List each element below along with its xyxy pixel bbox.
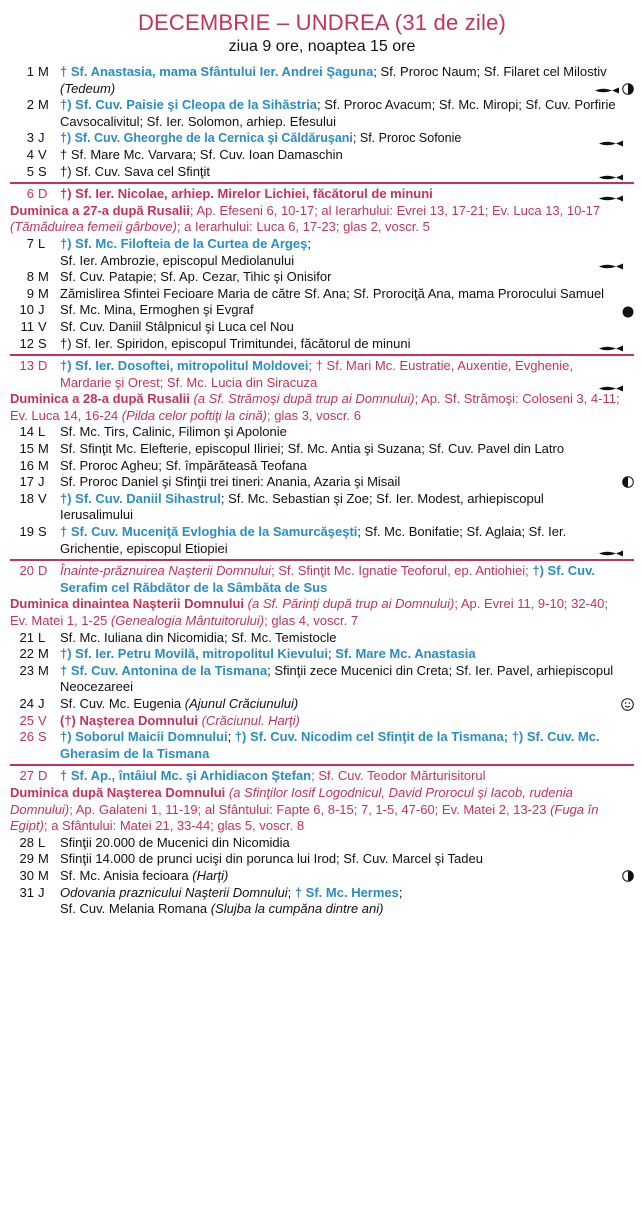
day-row-28: 28 L Sfinţii 20.000 de Mucenici din Nicomidia: [19, 834, 290, 850]
day-row-23: 23 M † Sf. Cuv. Antonina de la Tismana; Sfinţii zece Mucenici din Creta; Sf. Ier. Pavel, arhiepiscopul Neocezareei: [19, 662, 614, 695]
week-separator: [10, 764, 634, 766]
weekday-letter: M: [38, 64, 49, 79]
day-row-19: 19 S † Sf. Cuv. Muceniţă Evloghia de la Samurcăşeşti; Sf. Mc. Bonifatie; Sf. Aglaia; Sf. Ier. Grichentie, episcopul Etiopiei: [10, 524, 634, 557]
feast-major: † Sf. Anastasia, mama Sfântului Ier. Andrei Şaguna: [60, 64, 374, 79]
day-row-15: 15 M Sf. Sfinţit Mc. Elefterie, episcopul Iliriei; Sf. Mc. Antia şi Suzana; Sf. Cuv. Pavel din Latro: [19, 441, 565, 457]
day-row-1: [10, 64, 634, 97]
day-row-27: 27 D † Sf. Ap., întâiul Mc. şi Arhidiacon Ştefan; Sf. Cuv. Teodor Mărturisitorul: [19, 768, 486, 784]
day-row-30: 30 M Sf. Mc. Anisia fecioara (Harţi): [10, 868, 634, 885]
day-row-5: 5 S †) Sf. Cuv. Sava cel Sfinţit: [10, 164, 634, 181]
day-row-14: 14 L Sf. Mc. Tirs, Calinic, Filimon şi Apolonie: [19, 424, 287, 440]
fish-icon: [598, 545, 624, 562]
day-row-22: 22 M †) Sf. Ier. Petru Movilă, mitropolitul Kievului; Sf. Mare Mc. Anastasia: [19, 646, 476, 662]
day-row-18: 18 V †) Sf. Cuv. Daniil Sihastrul; Sf. Mc. Sebastian şi Zoe; Sf. Ier. Modest, arhiepiscopul Ierusalimului: [19, 490, 544, 523]
week-1: [10, 64, 634, 180]
feast-text: ; Sf. Proroc Naum; Sf. Filaret cel Milostiv: [373, 64, 607, 79]
sunday-readings-20: Duminica dinaintea Naşterii Domnului (a Sf. Părinţi după trup ai Domnului); Ap. Evrei 11, 9-10; 32-40; Ev. Matei 1, 1-25 (Genealogia Mântuitorului); glas 4, voscr. 7: [10, 596, 609, 628]
day-row-31: 31 J Odovania praznicului Naşterii Domnului; † Sf. Mc. Hermes; Sf. Cuv. Melania Romana (Slujba la cumpăna dintre ani): [19, 884, 403, 917]
day-row-10: 10 J Sf. Mc. Mina, Ermoghen şi Evgraf: [19, 302, 254, 318]
day-row-4: 4 V † Sf. Mare Mc. Varvara; Sf. Cuv. Ioan Damaschin: [26, 146, 343, 162]
day-row-20: 20 D Înainte-prăznuirea Naşterii Domnului; Sf. Sfinţit Mc. Ignatie Teoforul, ep. Antiohiei; †) Sf. Cuv. Serafim cel Răbdător de la Sâmbăta de Sus: [19, 563, 595, 595]
fish-icon: [594, 82, 620, 99]
day-row-24: 24 J Sf. Cuv. Mc. Eugenia (Ajunul Crăciunului): [10, 696, 634, 713]
fish-icon: [598, 169, 624, 186]
daylight-subtitle: ziua 9 ore, noaptea 15 ore: [228, 38, 416, 55]
sunday-readings-27: Duminica după Naşterea Domnului (a Sfinţilor Iosif Logodnicul, David Prorocul şi Iacob, rudenia Domnului); Ap. Galateni 1, 11-19; al Sfântului: Fapte 6, 8-15; 7, 1-5, 47-60; Ev. Matei 2, 13-23 (Fuga în Egipt); a Sfântului: Matei 21, 33-44; glas 5, voscr. 8: [10, 784, 599, 834]
day-row-9: 9 M Zămislirea Sfintei Fecioare Maria de către Sf. Ana; Sf. Prorociţă Ana, mama Prorocului Samuel: [10, 286, 634, 303]
day-number: 1: [26, 64, 34, 79]
week-separator: [10, 559, 634, 561]
day-row-3: 3 J †) Sf. Cuv. Gheorghe de la Cernica şi Căldăruşani; Sf. Proroc Sofonie: [10, 130, 634, 147]
day-row-2: 2 M †) Sf. Cuv. Paisie şi Cleopa de la Sihăstria; Sf. Proroc Avacum; Sf. Mc. Miropi; Sf. Cuv. Porfirie Cavsocalivitul; Sf. Ier. Solomon, arhiep. Efesului: [26, 97, 616, 129]
week-5: [10, 768, 634, 917]
fish-icon: [598, 190, 624, 207]
day-row-12: 12 S †) Sf. Ier. Spiridon, episcopul Trimitundei, făcătorul de minuni: [10, 336, 634, 353]
day-row-7: 7 L †) Sf. Mc. Filofteia de la Curtea de Argeş; Sf. Ier. Ambrozie, episcopul Mediolanului: [10, 236, 634, 269]
day-row-16: 16 M Sf. Proroc Agheu; Sf. împărăteasă Teofana: [19, 457, 307, 473]
sunday-readings-6: Duminica a 27-a după Rusalii; Ap. Efeseni 6, 10-17; al Ierarhului: Evrei 13, 17-21; Ev. Luca 13, 10-17 (Tămăduirea femeii gârbove); a Ierarhului: Luca 6, 17-23; glas 2, voscr. 5: [10, 202, 601, 235]
month-title: DECEMBRIE – UNDREA (31 de zile): [137, 10, 507, 35]
day-row-13: 13 D †) Sf. Ier. Dosoftei, mitropolitul Moldovei; † Sf. Mari Mc. Eustratie, Auxentie, Evghenie, Mardarie şi Orest; Sf. Mc. Lucia din Siracuza: [10, 358, 634, 391]
week-4: [10, 563, 634, 762]
day-row-11: 11 V Sf. Cuv. Daniil Stâlpnicul şi Luca cel Nou: [20, 318, 294, 334]
day-row-17: 17 J Sf. Proroc Daniel şi Sfinţii trei tineri: Anania, Azaria şi Misail: [10, 474, 634, 491]
day-row-29: 29 M Sfinţii 14.000 de prunci ucişi din porunca lui Irod; Sf. Cuv. Marcel şi Tadeu: [19, 851, 483, 867]
day-row-21: 21 L Sf. Mc. Iuliana din Nicomidia; Sf. Mc. Temistocle: [19, 629, 337, 645]
week-separator: [10, 354, 634, 356]
day-row-26: 26 S †) Soborul Maicii Domnului; †) Sf. Cuv. Nicodim cel Sfinţit de la Tismana; †) Sf. Cuv. Mc. Gherasim de la Tismana: [19, 729, 600, 761]
fish-icon: [598, 380, 624, 397]
sunday-readings-13: Duminica a 28-a după Rusalii (a Sf. Strămoşi după trup ai Domnului); Ap. Sf. Strămoşi: Coloseni 3, 4-11; Ev. Luca 14, 16-24 (Pilda celor poftiţi la cină); glas 3, voscr. 6: [10, 391, 620, 423]
week-3: [10, 358, 634, 557]
day-row-25: 25 V (†) Naşterea Domnului (Crăciunul. Harţi): [19, 712, 300, 728]
fish-icon: [598, 340, 624, 357]
week-separator: [10, 182, 634, 184]
week-2: [10, 186, 634, 352]
feast-note: (Tedeum): [60, 80, 116, 96]
day-row-6: 6 D †) Sf. Ier. Nicolae, arhiep. Mirelor Lichiei, făcătorul de minuni: [10, 186, 634, 203]
day-row-8: 8 M Sf. Cuv. Patapie; Sf. Ap. Cezar, Tihic şi Onisifor: [26, 269, 332, 285]
